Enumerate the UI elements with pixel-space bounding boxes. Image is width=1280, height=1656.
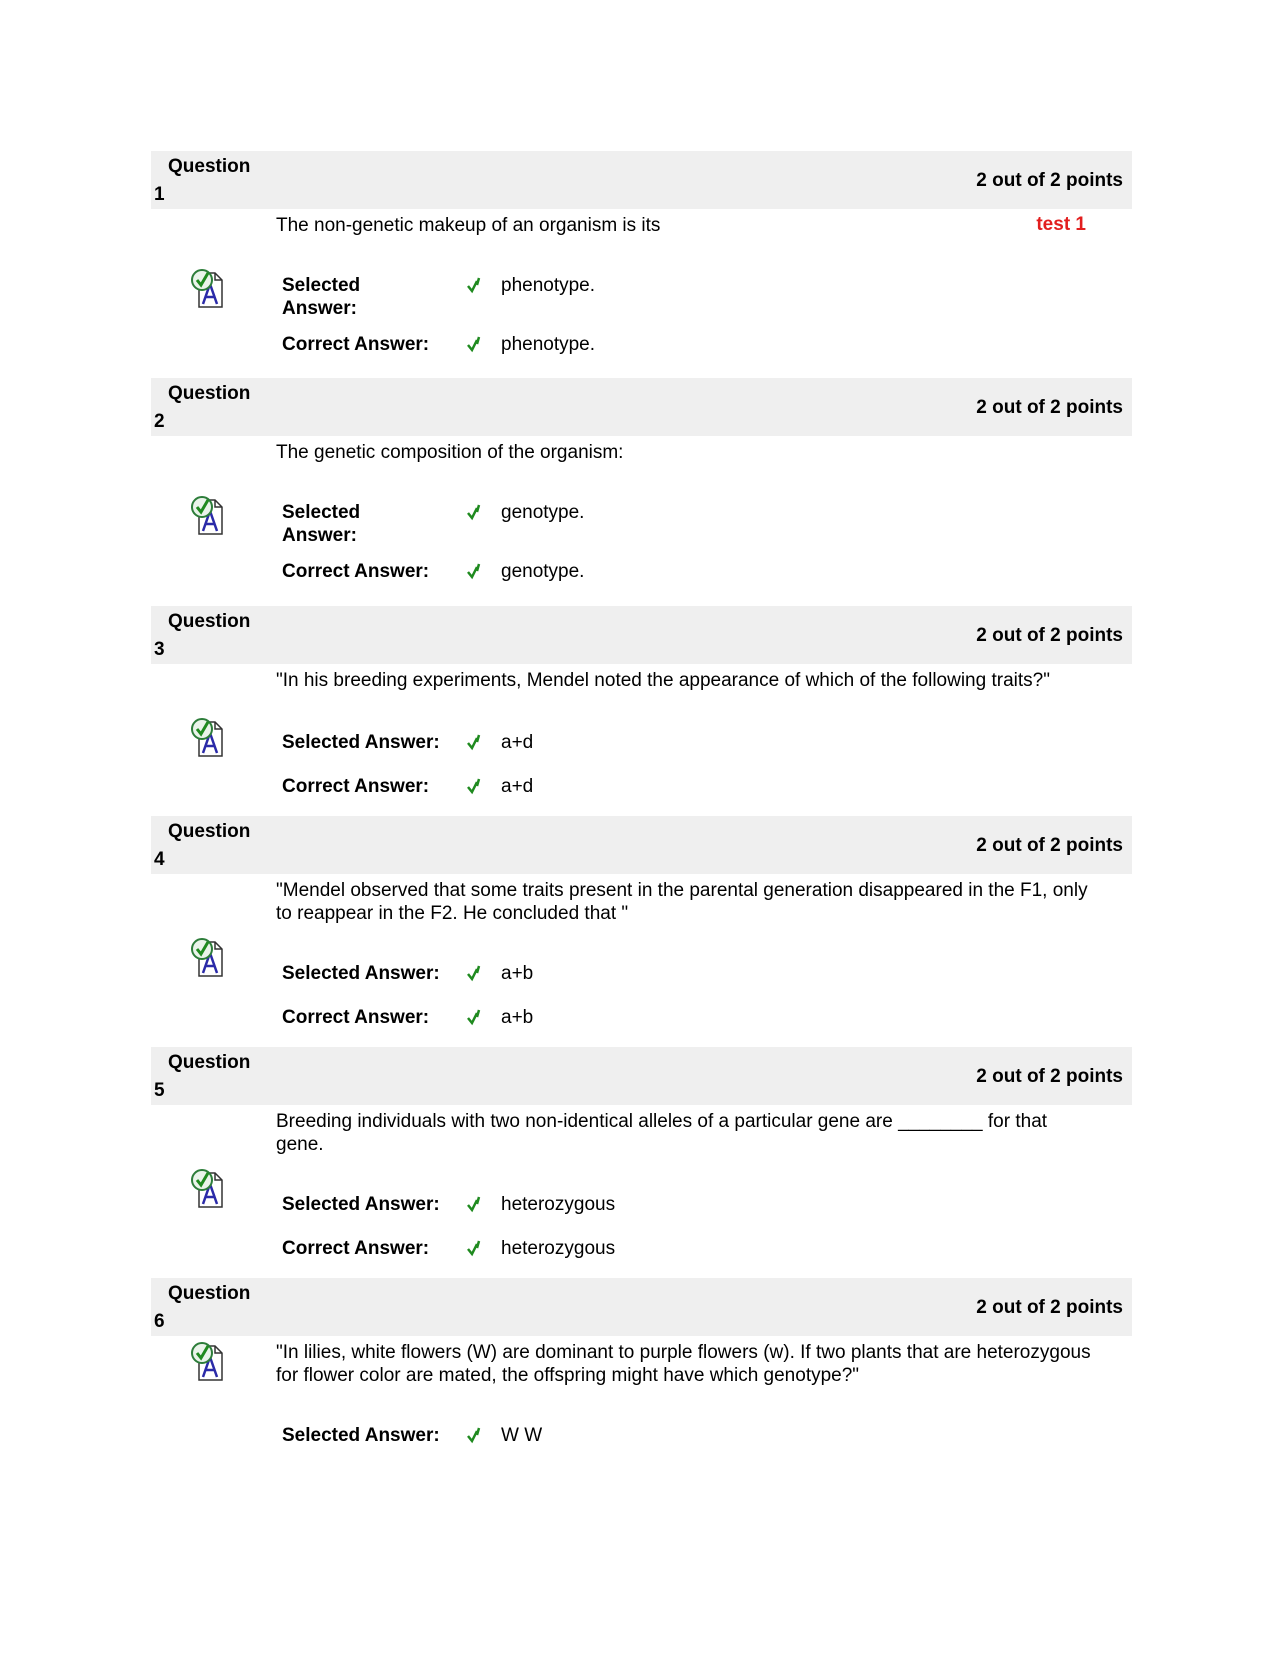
selected-answer-label: Selected Answer: xyxy=(282,732,440,753)
check-icon xyxy=(466,276,484,294)
question-number: 5 xyxy=(154,1080,165,1101)
correct-answer-label: Correct Answer: xyxy=(282,334,430,355)
selected-answer-value: W W xyxy=(501,1425,543,1446)
question-1 xyxy=(151,151,1132,378)
question-header xyxy=(151,606,1132,664)
question-header xyxy=(151,151,1132,209)
check-icon xyxy=(466,503,484,521)
question-text: Breeding individuals with two non-identical alleles of a particular gene are ________ for that gene. xyxy=(276,1111,1048,1155)
check-icon xyxy=(466,562,484,580)
question-text: The non-genetic makeup of an organism is its xyxy=(276,215,661,236)
correct-answer-label: Correct Answer: xyxy=(282,1007,430,1028)
question-label: Question xyxy=(168,611,251,632)
question-points: 2 out of 2 points xyxy=(976,835,1123,856)
question-3 xyxy=(151,606,1132,816)
question-number: 4 xyxy=(154,849,165,870)
correct-answer-value: genotype. xyxy=(501,561,585,582)
question-header xyxy=(151,1047,1132,1105)
correct-answer-value: a+d xyxy=(501,776,534,797)
question-text: "In lilies, white flowers (W) are dominant to purple flowers (w). If two plants that are heterozygous for flower color are mated, the offspring might have which genotype?" xyxy=(276,1342,1091,1386)
selected-answer-label: Selected Answer: xyxy=(282,502,361,546)
question-5 xyxy=(151,1047,1132,1278)
correct-answer-value: heterozygous xyxy=(501,1238,616,1259)
check-icon xyxy=(466,335,484,353)
question-number: 2 xyxy=(154,411,165,432)
correct-answer-value: phenotype. xyxy=(501,334,596,355)
correct-answer-value: a+b xyxy=(501,1007,534,1028)
question-number: 6 xyxy=(154,1311,165,1332)
question-body xyxy=(151,436,1132,606)
question-header xyxy=(151,378,1132,436)
selected-answer-label: Selected Answer: xyxy=(282,1194,440,1215)
question-points: 2 out of 2 points xyxy=(976,1297,1123,1318)
question-body xyxy=(151,1105,1132,1278)
selected-answer-label: Selected Answer: xyxy=(282,1425,440,1446)
question-label: Question xyxy=(168,1052,251,1073)
question-6 xyxy=(151,1278,1132,1476)
question-number: 1 xyxy=(154,184,165,205)
question-number: 3 xyxy=(154,639,165,660)
question-text: "Mendel observed that some traits present in the parental generation disappeared in the F1, only to reappear in the F2. He concluded that " xyxy=(276,880,1088,924)
question-body xyxy=(151,1336,1132,1476)
question-2 xyxy=(151,378,1132,606)
check-icon xyxy=(466,964,484,982)
correct-document-icon xyxy=(189,1167,231,1211)
question-label: Question xyxy=(168,1283,251,1304)
selected-answer-value: genotype. xyxy=(501,502,585,523)
selected-answer-label: Selected Answer: xyxy=(282,275,361,319)
question-body xyxy=(151,874,1132,1047)
correct-document-icon xyxy=(189,936,231,980)
correct-answer-label: Correct Answer: xyxy=(282,561,430,582)
check-icon xyxy=(466,1426,484,1444)
question-label: Question xyxy=(168,821,251,842)
correct-answer-label: Correct Answer: xyxy=(282,1238,430,1259)
selected-answer-label: Selected Answer: xyxy=(282,963,440,984)
question-label: Question xyxy=(168,156,251,177)
question-header xyxy=(151,1278,1132,1336)
correct-document-icon xyxy=(189,716,231,760)
correct-document-icon xyxy=(189,267,231,311)
check-icon xyxy=(466,1195,484,1213)
question-body xyxy=(151,664,1132,816)
question-body xyxy=(151,209,1132,378)
question-points: 2 out of 2 points xyxy=(976,397,1123,418)
test-tag: test 1 xyxy=(1036,214,1086,235)
check-icon xyxy=(466,777,484,795)
question-text: "In his breeding experiments, Mendel noted the appearance of which of the following traits?" xyxy=(276,670,1050,691)
question-header xyxy=(151,816,1132,874)
check-icon xyxy=(466,733,484,751)
selected-answer-value: phenotype. xyxy=(501,275,596,296)
question-text: The genetic composition of the organism: xyxy=(276,442,624,463)
check-icon xyxy=(466,1008,484,1026)
selected-answer-value: a+d xyxy=(501,732,534,753)
question-points: 2 out of 2 points xyxy=(976,625,1123,646)
check-icon xyxy=(466,1239,484,1257)
correct-document-icon xyxy=(189,494,231,538)
question-label: Question xyxy=(168,383,251,404)
correct-document-icon xyxy=(189,1340,231,1384)
selected-answer-value: a+b xyxy=(501,963,534,984)
question-points: 2 out of 2 points xyxy=(976,170,1123,191)
question-4 xyxy=(151,816,1132,1047)
question-points: 2 out of 2 points xyxy=(976,1066,1123,1087)
correct-answer-label: Correct Answer: xyxy=(282,776,430,797)
quiz-results xyxy=(151,151,1132,1476)
selected-answer-value: heterozygous xyxy=(501,1194,616,1215)
